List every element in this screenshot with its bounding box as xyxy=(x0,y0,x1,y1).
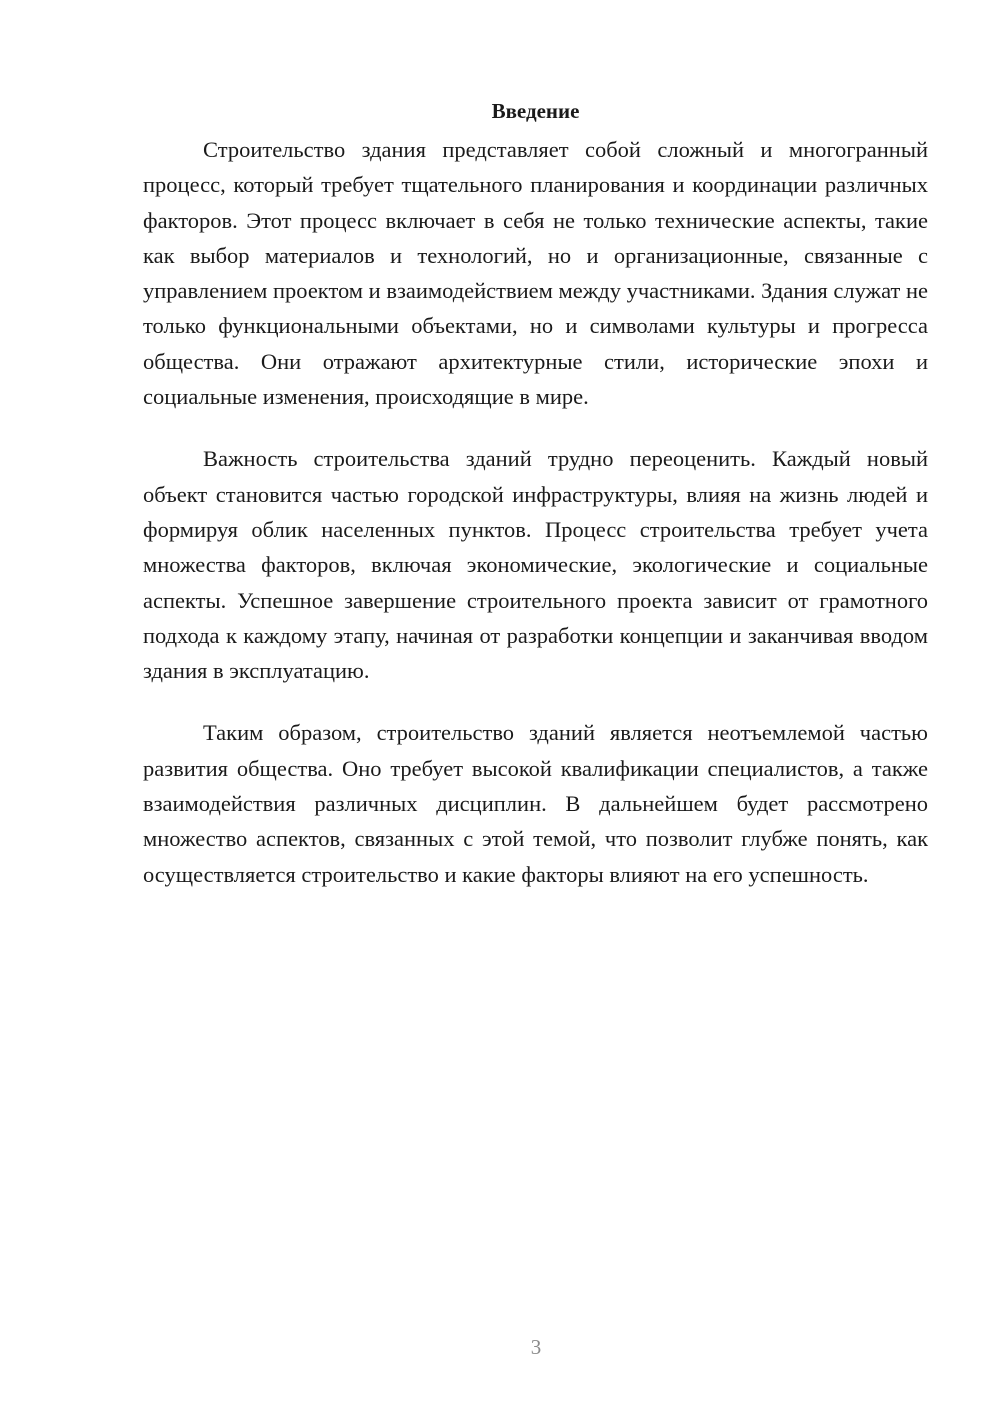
paragraph-2: Важность строительства зданий трудно переоценить. Каждый новый объект становится частью городской инфраструктуры, влияя на жизнь людей и формируя облик населенных пунктов. Процесс строительства требует учета множества факторов, включая экономические, экологические и социальные аспекты. Успешное завершение строительного проекта зависит от грамотного подхода к каждому этапу, начиная от разработки концепции и заканчивая вводом здания в эксплуатацию. xyxy=(143,446,928,684)
paragraph-3: Таким образом, строительство зданий является неотъемлемой частью развития общества. Оно требует высокой квалификации специалистов, а также взаимодействия различных дисциплин. В дальнейшем будет рассмотрено множество аспектов, связанных с этой темой, что позволит глубже понять, как осуществляется строительство и какие факторы влияют на его успешность. xyxy=(143,720,928,887)
paragraph-gap xyxy=(143,688,928,715)
section-title: Введение xyxy=(491,99,580,123)
paragraph-1: Строительство здания представляет собой сложный и многогранный процесс, который требует тщательного планирования и координации различных факторов. Этот процесс включает в себя не только технические аспекты, такие как выбор материалов и технологий, но и организационные, связанные с управлением проектом и взаимодействием между участниками. Здания служат не только функциональными объектами, но и символами культуры и прогресса общества. Они отражают архитектурные стили, исторические эпохи и социальные изменения, происходящие в мире. xyxy=(143,137,928,410)
paragraph-gap xyxy=(143,414,928,441)
page-number: 3 xyxy=(530,1335,542,1359)
page-content xyxy=(143,96,928,892)
